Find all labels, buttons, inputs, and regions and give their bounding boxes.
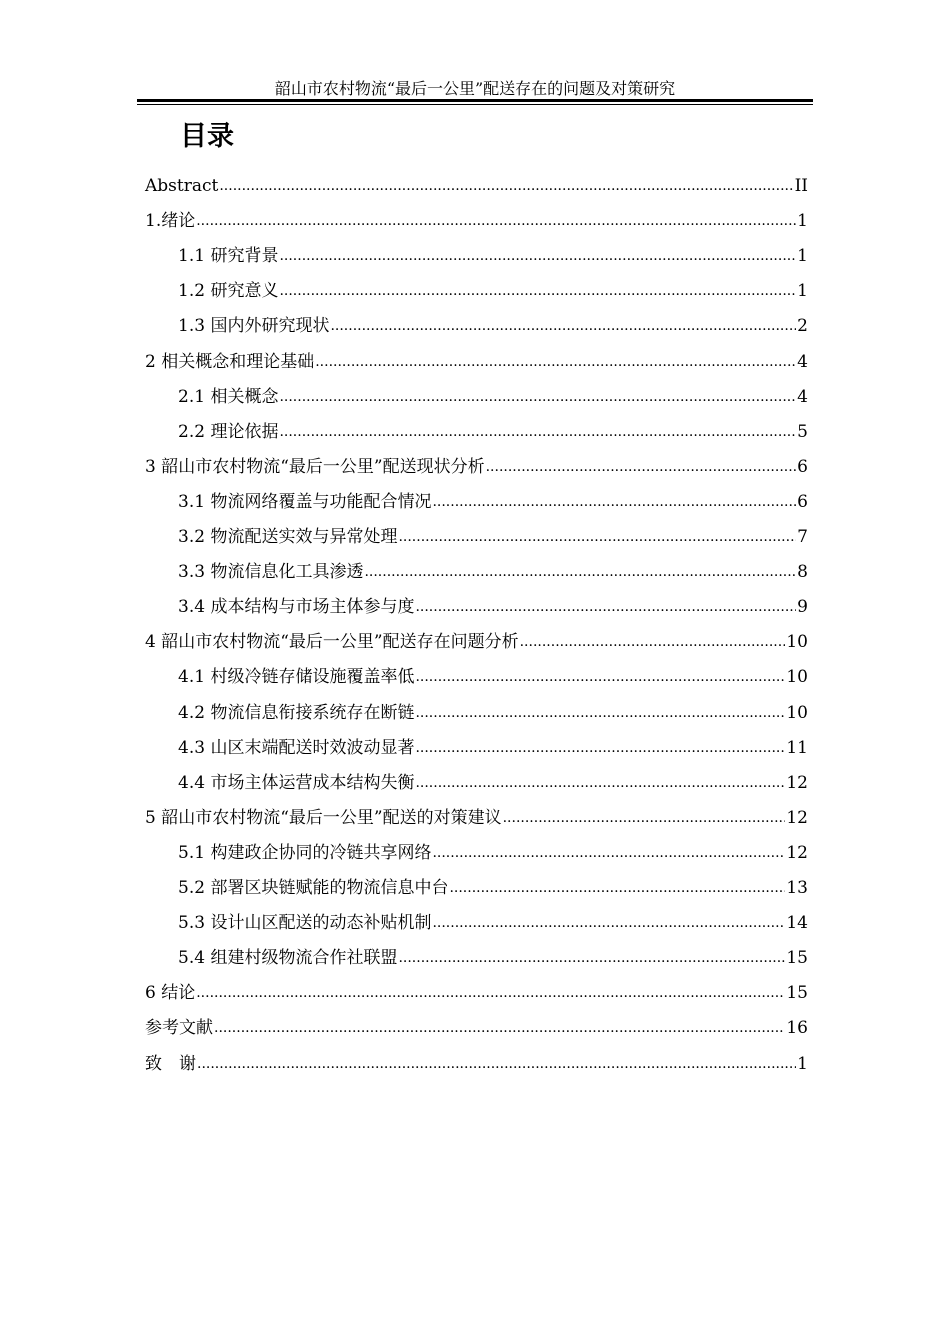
toc-leader-dots — [398, 526, 796, 548]
toc-leader-dots — [197, 1053, 796, 1075]
toc-entry-label: 5.1 构建政企协同的冷链共享网络 — [178, 842, 432, 863]
toc-entry[interactable] — [178, 759, 808, 794]
toc-entry-label: 5.3 设计山区配送的动态补贴机制 — [178, 913, 432, 934]
toc-title: 目录 — [180, 121, 234, 152]
toc-leader-dots — [196, 210, 796, 232]
toc-leader-dots — [432, 842, 785, 864]
toc-entry-label: 3.2 物流配送实效与异常处理 — [178, 527, 398, 547]
toc-entry-page: 14 — [786, 913, 808, 934]
toc-entry[interactable] — [145, 197, 808, 232]
toc-entry-page: 7 — [797, 527, 808, 547]
toc-entry-label: 3.1 物流网络覆盖与功能配合情况 — [178, 491, 432, 512]
toc-entry[interactable] — [178, 934, 808, 969]
toc-entry-label: 4.2 物流信息衔接系统存在断链 — [178, 702, 415, 723]
toc-leader-dots — [415, 702, 785, 724]
toc-entry[interactable] — [178, 653, 808, 688]
toc-entry-label: 4.3 山区末端配送时效波动显著 — [178, 737, 415, 758]
toc-entry-label: 1.绪论 — [145, 211, 196, 232]
toc-leader-dots — [415, 737, 785, 759]
toc-entry[interactable] — [178, 724, 808, 759]
toc-entry[interactable] — [145, 969, 808, 1004]
toc-entry[interactable] — [178, 689, 808, 724]
toc-leader-dots — [503, 807, 786, 829]
toc-entry[interactable] — [145, 162, 808, 197]
toc-leader-dots — [432, 912, 785, 934]
toc-entry[interactable] — [145, 338, 808, 373]
toc-entry[interactable] — [178, 267, 808, 302]
toc-leader-dots — [415, 596, 796, 618]
toc-entry[interactable] — [178, 302, 808, 337]
toc-entry-page: 10 — [786, 632, 808, 653]
toc-entry-page: 8 — [797, 562, 808, 583]
toc-leader-dots — [432, 491, 796, 513]
toc-entry-page: 13 — [786, 878, 808, 898]
toc-entry-label: 参考文献 — [145, 1018, 213, 1039]
toc-entry-page: 12 — [786, 842, 808, 863]
toc-entry-label: 2.2 理论依据 — [178, 421, 279, 442]
toc-entry-page: 2 — [797, 316, 808, 337]
toc-entry-page: 15 — [786, 948, 808, 969]
toc-entry-page: 5 — [797, 421, 808, 442]
toc-entry[interactable] — [178, 373, 808, 408]
toc-leader-dots — [219, 175, 793, 197]
toc-entry-label: 4 韶山市农村物流“最后一公里”配送存在问题分析 — [145, 632, 519, 653]
toc-entry-page: 1 — [797, 246, 808, 267]
toc-entry[interactable] — [178, 232, 808, 267]
toc-entry-label: 6 结论 — [145, 983, 196, 1004]
toc-entry-page: 11 — [786, 737, 808, 758]
header-rule-thick — [137, 99, 813, 102]
toc-entry-page: 4 — [797, 386, 808, 407]
toc-leader-dots — [330, 315, 796, 337]
toc-entry-page: 12 — [786, 772, 808, 793]
toc-entry[interactable] — [145, 618, 808, 653]
toc-entry[interactable] — [145, 1040, 808, 1075]
toc-leader-dots — [415, 772, 785, 794]
toc-entry-label: 2.1 相关概念 — [178, 386, 279, 407]
toc-leader-dots — [415, 666, 785, 688]
toc-leader-dots — [196, 982, 785, 1004]
toc-entry[interactable] — [178, 513, 808, 548]
toc-leader-dots — [364, 561, 796, 583]
toc-entry-page: 1 — [797, 281, 808, 302]
toc-entry-label: 4.4 市场主体运营成本结构失衡 — [178, 772, 415, 793]
toc-leader-dots — [279, 245, 796, 267]
toc-entry-page: II — [794, 176, 808, 196]
toc-entry[interactable] — [178, 548, 808, 583]
toc-entry-page: 4 — [797, 351, 808, 372]
running-header: 韶山市农村物流“最后一公里”配送存在的问题及对策研究 — [274, 79, 676, 98]
toc-entry-label: 3 韶山市农村物流“最后一公里”配送现状分析 — [145, 456, 485, 477]
toc-entry-page: 10 — [786, 702, 808, 723]
toc-entry-label: 5 韶山市农村物流“最后一公里”配送的对策建议 — [145, 807, 502, 828]
toc-entry-page: 6 — [797, 491, 808, 512]
toc-entry-page: 6 — [797, 456, 808, 477]
toc-entry-label: 1.2 研究意义 — [178, 281, 279, 302]
toc-entry-page: 10 — [786, 667, 808, 688]
header-rule-thin — [137, 104, 813, 105]
toc-entry-label: 2 相关概念和理论基础 — [145, 351, 315, 372]
toc-entry-label: 1.3 国内外研究现状 — [178, 316, 330, 337]
toc-entry-page: 1 — [797, 211, 808, 232]
toc-leader-dots — [315, 351, 796, 373]
toc-entry[interactable] — [145, 443, 808, 478]
toc-entry[interactable] — [178, 829, 808, 864]
toc-entry-label: 5.4 组建村级物流合作社联盟 — [178, 948, 398, 969]
toc-entry-label: 1.1 研究背景 — [178, 246, 279, 267]
toc-entry[interactable] — [178, 408, 808, 443]
toc-leader-dots — [398, 947, 785, 969]
toc-leader-dots — [486, 456, 797, 478]
toc-entry-page: 15 — [786, 983, 808, 1004]
toc-entry-label: 5.2 部署区块链赋能的物流信息中台 — [178, 878, 449, 898]
toc-entry-page: 16 — [786, 1018, 808, 1039]
toc-entry-label: 3.4 成本结构与市场主体参与度 — [178, 597, 415, 618]
toc-entry-page: 9 — [797, 597, 808, 618]
toc-leader-dots — [214, 1017, 785, 1039]
toc-leader-dots — [279, 386, 796, 408]
toc-entry-page: 1 — [797, 1053, 808, 1074]
toc-entry[interactable] — [178, 899, 808, 934]
toc-entry-label: 4.1 村级冷链存储设施覆盖率低 — [178, 667, 415, 688]
toc-leader-dots — [520, 631, 786, 653]
toc-leader-dots — [449, 877, 785, 899]
toc-entry-label: 致 谢 — [145, 1053, 196, 1074]
toc-entry[interactable] — [145, 794, 808, 829]
toc-leader-dots — [279, 280, 796, 302]
toc-entry[interactable] — [178, 583, 808, 618]
toc-entry[interactable] — [145, 1004, 808, 1039]
toc-entry-page: 12 — [786, 807, 808, 828]
toc-entry-label: Abstract — [145, 176, 219, 196]
toc-entry[interactable] — [178, 864, 808, 899]
toc-leader-dots — [279, 421, 796, 443]
toc-entry-label: 3.3 物流信息化工具渗透 — [178, 562, 364, 583]
toc-entry[interactable] — [178, 478, 808, 513]
